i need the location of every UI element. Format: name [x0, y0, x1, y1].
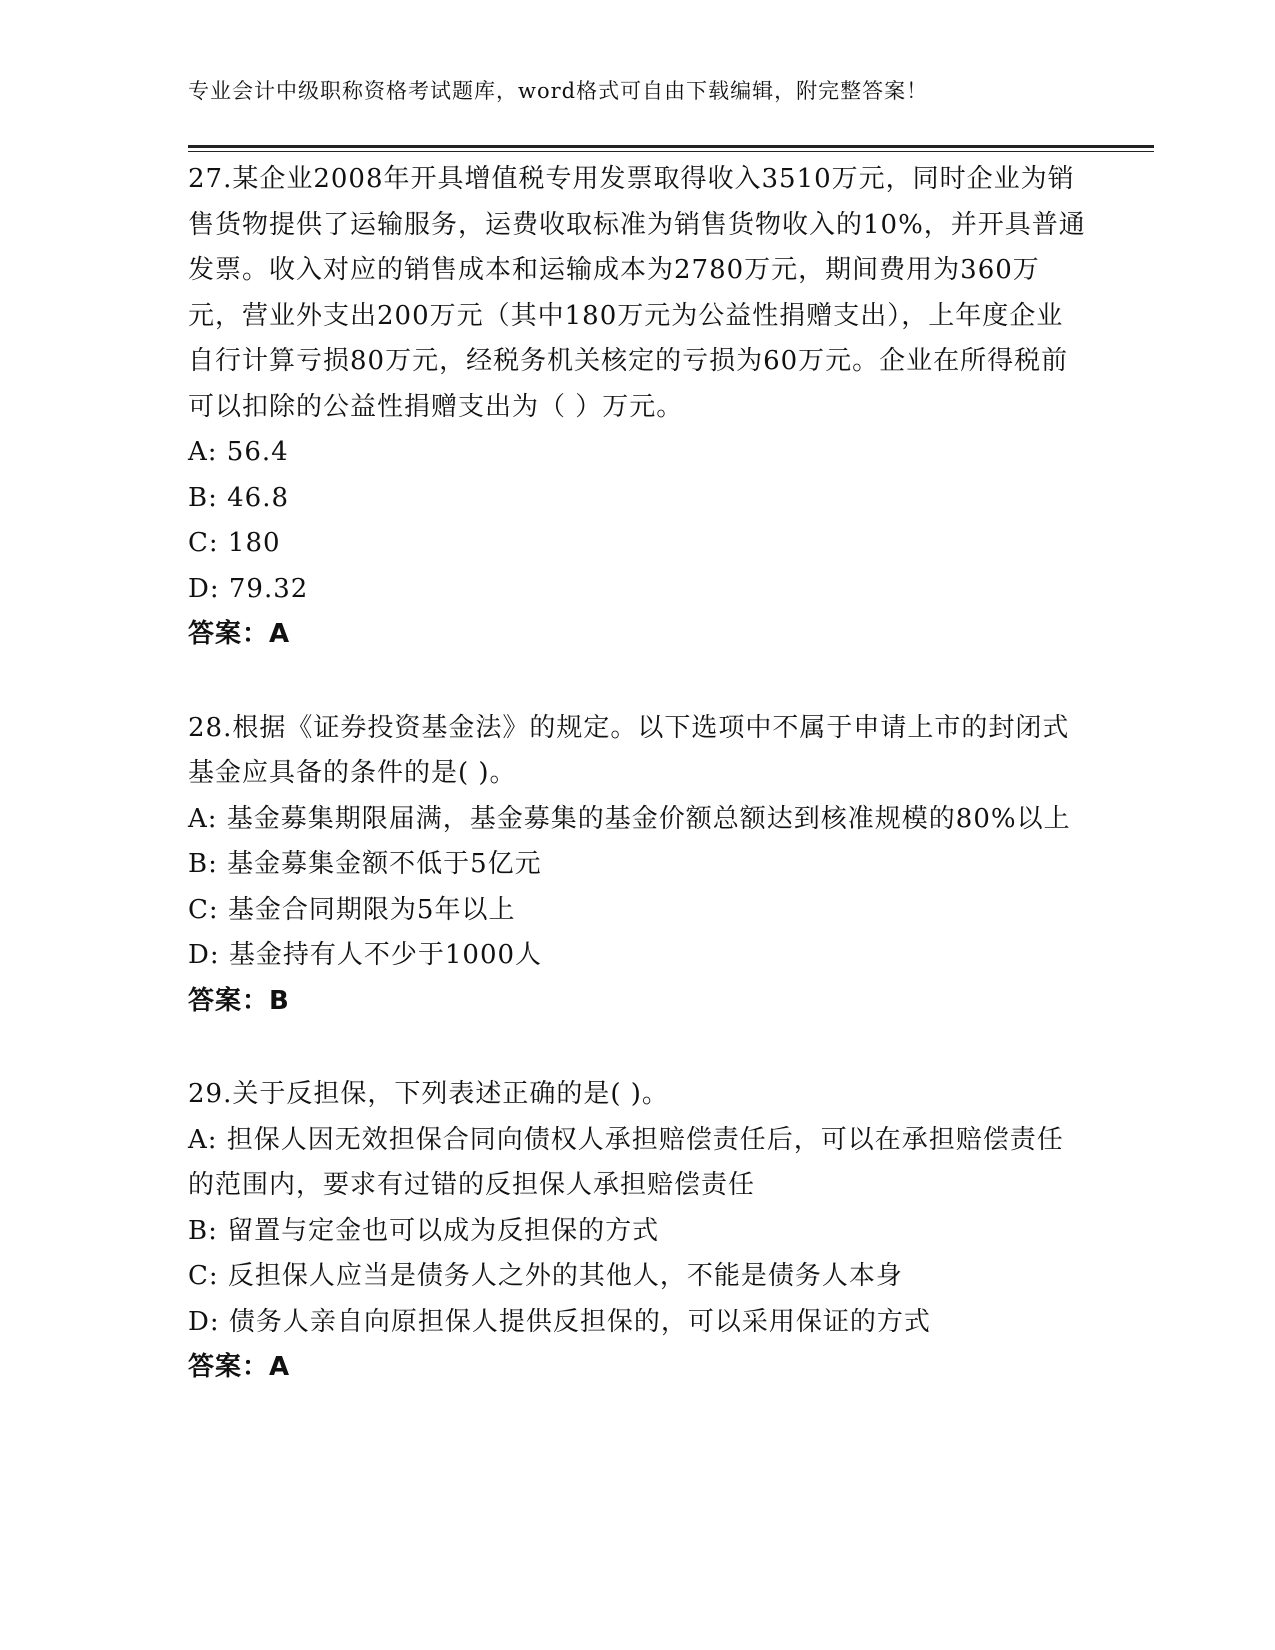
option-d: D: 债务人亲自向原担保人提供反担保的，可以采用保证的方式 [188, 1306, 931, 1337]
question-29 [188, 1072, 1088, 1391]
option-b: B: 基金募集金额不低于5亿元 [188, 849, 542, 879]
header-divider [188, 145, 1154, 148]
option-b: B: 留置与定金也可以成为反担保的方式 [188, 1215, 660, 1246]
option-a: A: 56.4 [188, 437, 289, 467]
option-c: C: 180 [188, 528, 281, 558]
option-b: B: 46.8 [188, 482, 290, 513]
question-stem: 28.根据《证券投资基金法》的规定。以下选项中不属于申请上市的封闭式基金应具备的条件的是( )。 [188, 712, 1070, 788]
option-a: A: 基金募集期限届满，基金募集的基金价额总额达到核准规模的80%以上 [188, 803, 1071, 834]
question-stem: 27.某企业2008年开具增值税专用发票取得收入3510万元，同时企业为销售货物提供了运输服务，运费收取标准为销售货物收入的10%，并开具普通发票。收入对应的销售成本和运输成本为2780万元，期间费用为360万元，营业外支出200万元（其中180万元为公益性捐赠支出），上年度企业自行计算亏损80万元，经税务机关核定的亏损为60万元。企业在所得税前可以扣除的公益性捐赠支出为（ ）万元。 [188, 164, 1086, 422]
question-27 [188, 157, 1088, 658]
option-a: A: 担保人因无效担保合同向债权人承担赔偿责任后，可以在承担赔偿责任的范围内，要求有过错的反担保人承担赔偿责任 [188, 1124, 1064, 1200]
question-list [188, 157, 1088, 1439]
header-divider-thin [188, 151, 1154, 152]
question-28 [188, 706, 1088, 1025]
answer-label: 答案：B [188, 985, 290, 1016]
option-d: D: 基金持有人不少于1000人 [188, 940, 543, 970]
option-d: D: 79.32 [188, 573, 309, 604]
page-header: 专业会计中级职称资格考试题库，word格式可自由下载编辑，附完整答案！ [188, 79, 929, 103]
option-c: C: 反担保人应当是债务人之外的其他人，不能是债务人本身 [188, 1261, 903, 1291]
answer-label: 答案：A [188, 619, 291, 649]
option-c: C: 基金合同期限为5年以上 [188, 894, 516, 925]
question-stem: 29.关于反担保，下列表述正确的是( )。 [188, 1079, 669, 1109]
answer-label: 答案：A [188, 1352, 291, 1382]
